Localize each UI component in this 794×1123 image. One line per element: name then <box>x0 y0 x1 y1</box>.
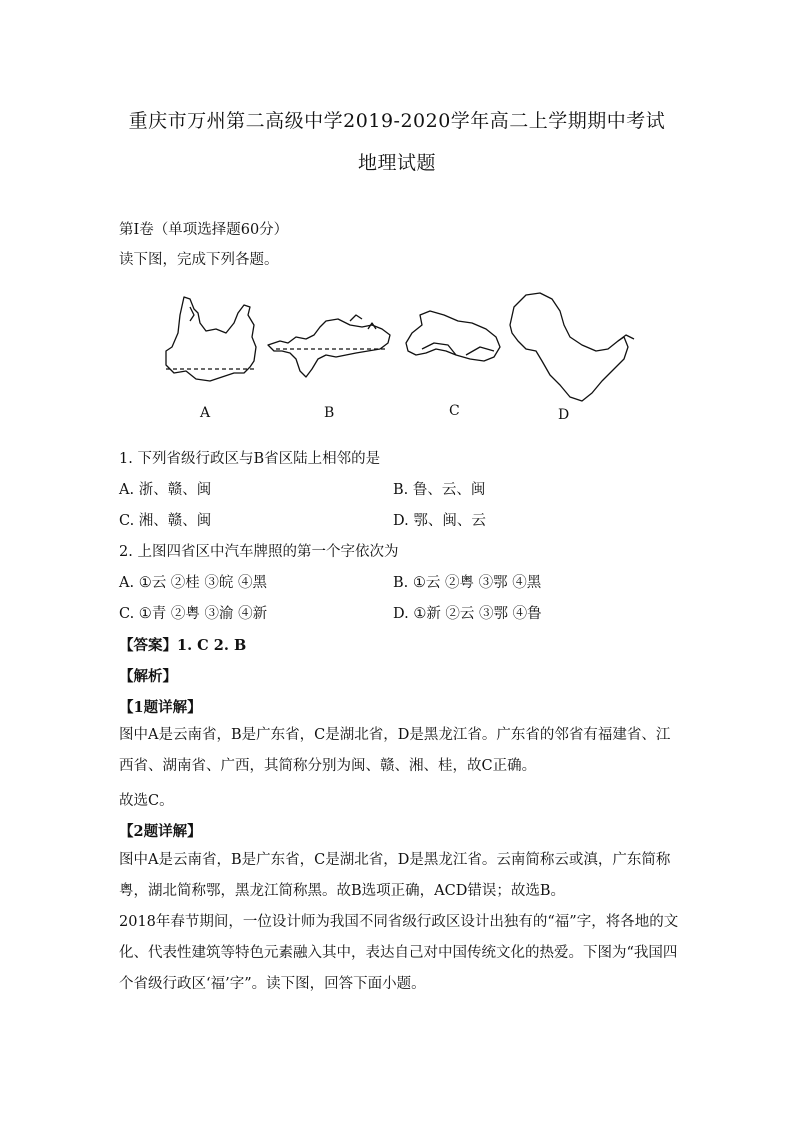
question-1-stem: 1. 下列省级行政区与B省区陆上相邻的是 <box>119 451 381 467</box>
map-hubei-outline <box>406 311 500 361</box>
detail-1-conclusion: 故选C。 <box>119 793 174 809</box>
map-label-c: C <box>449 403 460 419</box>
province-maps-figure <box>150 285 650 430</box>
detail-2-text: 图中A是云南省，B是广东省，C是湖北省，D是黑龙江省。云南简称云或滇，广东简称粤，湖北简称鄂，黑龙江简称黑。故B选项正确，ACD错误；故选B。 <box>119 852 671 899</box>
detail-1-heading: 【1题详解】 <box>119 699 202 716</box>
detail-2-heading: 【2题详解】 <box>119 823 202 840</box>
map-guangdong-outline <box>268 319 390 377</box>
intro-text: 读下图，完成下列各题。 <box>119 252 279 268</box>
question-2-option-b: B. ①云 ②粤 ③鄂 ④黑 <box>393 575 542 591</box>
answer-line: 【答案】1. C 2. B <box>119 637 247 654</box>
question-1-option-c: C. 湘、赣、闽 <box>119 513 212 529</box>
map-heilongjiang-outline <box>510 293 628 401</box>
question-1-option-d: D. 鄂、闽、云 <box>393 513 486 529</box>
question-2-option-a: A. ①云 ②桂 ③皖 ④黑 <box>119 575 268 591</box>
detail-1-text: 图中A是云南省，B是广东省，C是湖北省，D是黑龙江省。广东省的邻省有福建省、江西省、湖南省、广西，其简称分别为闽、赣、湘、桂，故C正确。 <box>119 727 671 774</box>
document-title: 重庆市万州第二高级中学2019-2020学年高二上学期期中考试 <box>128 110 666 132</box>
map-label-b: B <box>324 405 335 421</box>
map-label-a: A <box>200 405 211 421</box>
document-subtitle: 地理试题 <box>357 152 436 174</box>
map-label-d: D <box>558 407 570 423</box>
analysis-heading: 【解析】 <box>119 668 177 685</box>
passage-text: 2018年春节期间，一位设计师为我国不同省级行政区设计出独有的“福”字，将各地的文化、代表性建筑等特色元素融入其中，表达自己对中国传统文化的热爱。下图为“我国四个省级行政区‘福’字”。读下图，回答下面小题。 <box>119 914 679 992</box>
question-2-option-c: C. ①青 ②粤 ③渝 ④新 <box>119 606 268 622</box>
question-2-option-d: D. ①新 ②云 ③鄂 ④鲁 <box>393 606 542 622</box>
section-heading: 第Ⅰ卷（单项选择题60分） <box>119 222 289 238</box>
province-outlines <box>150 285 650 430</box>
question-1-option-b: B. 鲁、云、闽 <box>393 482 486 498</box>
question-1-option-a: A. 浙、赣、闽 <box>119 482 212 498</box>
question-2-stem: 2. 上图四省区中汽车牌照的第一个字依次为 <box>119 544 399 560</box>
